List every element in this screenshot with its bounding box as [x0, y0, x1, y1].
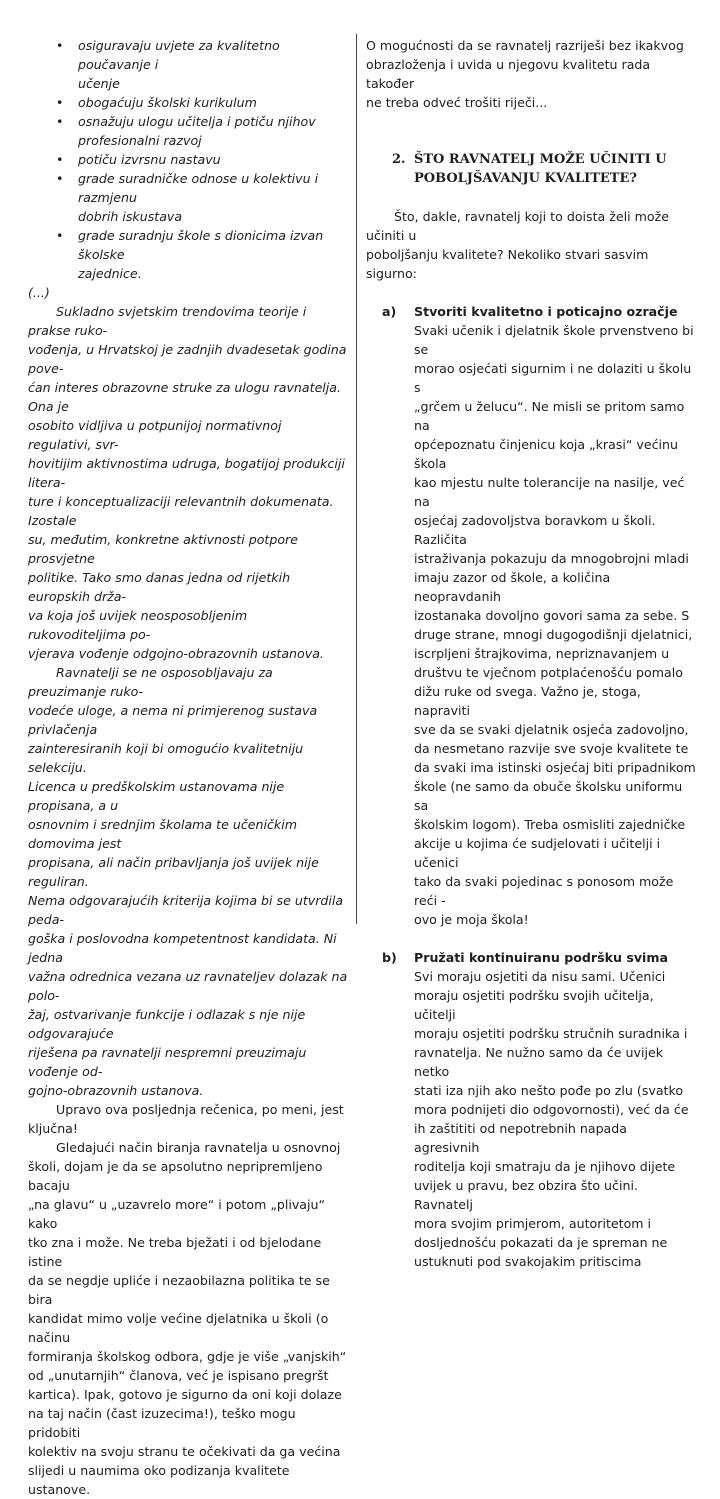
- text-line: školi, dojam je da se apsolutno nepripremljeno bacaju: [28, 1159, 323, 1193]
- text-line: na taj način (čast izuzecima!), teško mogu pridobiti: [28, 1406, 296, 1440]
- subsection-b-title: [366, 948, 696, 967]
- text-line: kartica). Ipak, gotovo je sigurno da oni koji dolaze: [28, 1387, 342, 1402]
- intro-paragraph: [366, 36, 696, 112]
- text-line: kandidat mimo volje većine djelatnika u školi (o načinu: [28, 1311, 329, 1345]
- text-line: ćan interes obrazovne struke za ulogu ravnatelja. Ona je: [28, 380, 342, 414]
- text-line: propisana, ali način pribavljanja još uvijek nije reguliran.: [28, 855, 319, 889]
- text-line: su, međutim, konkretne aktivnosti potpore prosvjetne: [28, 532, 298, 566]
- text-line: da svaki ima istinski osjećaj biti pripadnikom: [414, 760, 696, 775]
- text-line: škole (ne samo da obuče školsku uniformu sa: [414, 779, 683, 813]
- bullet-item: • obogaćuju školski kurikulum: [28, 93, 348, 112]
- bullet-item-cont: zajednice.: [78, 266, 142, 281]
- bullet-item-cont: profesionalni razvoj: [78, 133, 202, 148]
- text-line: tko zna i može. Ne treba bježati i od bjelodane istine: [28, 1235, 322, 1269]
- text-line: društvu te vječnom potplaćenošću pomalo: [414, 665, 683, 680]
- left-column: [28, 36, 348, 1499]
- subsection-a-text: [366, 321, 696, 929]
- text-line: obrazloženja i uvida u njegovu kvalitetu rada također: [366, 57, 651, 91]
- text-line: ovo je moja škola!: [414, 912, 529, 927]
- text-line: uvijek u pravu, bez obzira što učini. Ravnatelj: [414, 1178, 638, 1212]
- paragraph-3: [28, 1100, 348, 1138]
- subsection-a-title: [366, 302, 696, 321]
- text-line: druge strane, mnogi dugogodišnji djelatnici,: [414, 627, 693, 642]
- section-heading: [366, 150, 696, 188]
- text-line: goška i poslovodna kompetentnost kandidata. Ni jedna: [28, 931, 337, 965]
- text-line: vodeće uloge, a nema ni primjerenog sustava privlačenja: [28, 703, 318, 737]
- text-line: mora podnijeti dio odgovornosti), već da će: [414, 1102, 689, 1117]
- text-line: sve da se svaki djelatnik osjeća zadovoljno,: [414, 722, 689, 737]
- bullet-item-cont: učenje: [78, 76, 120, 91]
- text-line: Ravnatelji se ne osposobljavaju za preuzimanje ruko-: [28, 665, 273, 699]
- bullet-item: • osiguravaju uvjete za kvalitetno poučavanje i: [28, 36, 348, 74]
- text-line: ture i konceptualizaciji relevantnih dokumenata. Izostale: [28, 494, 334, 528]
- text-line: važna odrednica vezana uz ravnateljev dolazak na polo-: [28, 969, 348, 1003]
- bullet-item: • grade suradnju škole s dionicima izvan školske: [28, 226, 348, 264]
- text-line: Licenca u predškolskim ustanovama nije propisana, a u: [28, 779, 285, 813]
- text-line: žaj, ostvarivanje funkcije i odlazak s nje nije odgovarajuće: [28, 1007, 306, 1041]
- text-line: istraživanja pokazuju da mnogobrojni mladi: [414, 551, 689, 566]
- subsection-title: Stvoriti kvalitetno i poticajno ozračje: [414, 304, 678, 319]
- text-line: dosljednošću pokazati da je spreman ne: [414, 1235, 668, 1250]
- ellipsis-marker: (...): [28, 285, 50, 300]
- text-line: vjerava vođenje odgojno-obrazovnih ustanova.: [28, 646, 324, 661]
- text-line: imaju zazor od škole, a količina neopravdanih: [414, 570, 611, 604]
- spacer: [366, 112, 696, 150]
- text-line: ih zaštititi od nepotrebnih napada agresivnih: [414, 1121, 627, 1155]
- paragraph-4: [28, 1138, 348, 1499]
- text-line: akcije u kojima će sudjelovati i učitelji i učenici: [414, 836, 661, 870]
- text-line: stati iza njih ako nešto pođe po zlu (svatko: [414, 1083, 684, 1098]
- bullet-item: • grade suradničke odnose u kolektivu i razmjenu: [28, 169, 348, 207]
- text-line: Gledajući način biranja ravnatelja u osnovnoj: [56, 1140, 341, 1155]
- text-line: mora svojim primjerom, autoritetom i: [414, 1216, 652, 1231]
- spacer: [366, 929, 696, 948]
- italic-paragraph-2: [28, 663, 348, 1100]
- text-line: politike. Tako smo danas jedna od rijetkih europskih drža-: [28, 570, 291, 604]
- text-line: slijedi u naumima oko podizanja kvalitete ustanove.: [28, 1463, 290, 1497]
- text-line: riješena pa ravnatelji nespremni preuzimaju vođenje od-: [28, 1045, 307, 1079]
- text-line: osnovnim i srednjim školama te učeničkim domovima jest: [28, 817, 297, 851]
- text-line: od „unutarnjih“ članova, već je ispisano pregršt: [28, 1368, 329, 1383]
- text-line: ustuknuti pod svakojakim pritiscima: [414, 1254, 642, 1269]
- spacer: [366, 188, 696, 207]
- text-line: Svaki učenik i djelatnik škole prvenstveno bi se: [414, 323, 694, 357]
- text-line: dižu ruke od svega. Važno je, stoga, napraviti: [414, 684, 641, 718]
- subsection-marker: a): [382, 304, 397, 319]
- heading-line: POBOLJŠAVANJU KVALITETE?: [414, 171, 637, 186]
- text-line: osjećaj zadovoljstva boravkom u školi. Različita: [414, 513, 656, 547]
- text-line: tako da svaki pojedinac s ponosom može reći -: [414, 874, 674, 908]
- text-line: morao osjećati sigurnim i ne dolaziti u školu s: [414, 361, 692, 395]
- text-line: roditelja koji smatraju da je njihovo dijete: [414, 1159, 676, 1174]
- column-divider: [356, 34, 357, 924]
- text-line: poboljšanju kvalitete? Nekoliko stvari sasvim sigurno:: [366, 247, 649, 281]
- text-line: va koja još uvijek neosposobljenim rukovoditeljima po-: [28, 608, 248, 642]
- text-line: gojno-obrazovnih ustanova.: [28, 1083, 204, 1098]
- section-number: 2.: [392, 152, 406, 167]
- text-line: kolektiv na svoju stranu te očekivati da ga većina: [28, 1444, 341, 1459]
- text-line: kao mjestu nulte tolerancije na nasilje, već na: [414, 475, 685, 509]
- text-line: Sukladno svjetskim trendovima teorije i prakse ruko-: [28, 304, 307, 338]
- subsection-b-text: [366, 967, 696, 1271]
- subsection-marker: b): [382, 950, 397, 965]
- lead-paragraph: [366, 207, 696, 283]
- bullet-list: [28, 36, 348, 283]
- bullet-item-cont: dobrih iskustava: [78, 209, 183, 224]
- right-column: [366, 36, 696, 1271]
- heading-line: ŠTO RAVNATELJ MOŽE UČINITI U: [414, 152, 667, 167]
- text-line: ne treba odveć trošiti riječi...: [366, 95, 548, 110]
- spacer: [366, 283, 696, 302]
- text-line: ključna!: [28, 1121, 78, 1136]
- text-line: formiranja školskog odbora, gdje je više „vanjskih“: [28, 1349, 347, 1364]
- text-line: hovitijim aktivnostima udruga, bogatijoj produkciji litera-: [28, 456, 345, 490]
- text-line: Svi moraju osjetiti da nisu sami. Učenici: [414, 969, 666, 984]
- text-line: zainteresiranih koji bi omogućio kvalitetniju selekciju.: [28, 741, 304, 775]
- text-line: školskim logom). Treba osmisliti zajedničke: [414, 817, 686, 832]
- text-line: „na glavu“ u „uzavrelo more“ i potom „plivaju“ kako: [28, 1197, 326, 1231]
- bullet-item: • potiču izvrsnu nastavu: [28, 150, 348, 169]
- text-line: O mogućnosti da se ravnatelj razriješi bez ikakvog: [366, 38, 684, 53]
- italic-paragraph-1: [28, 302, 348, 663]
- text-line: Što, dakle, ravnatelj koji to doista želi može učiniti u: [366, 209, 669, 243]
- text-line: da nesmetano razvije sve svoje kvalitete te: [414, 741, 689, 756]
- bullet-item: • osnažuju ulogu učitelja i potiču njihov: [28, 112, 348, 131]
- text-line: općepoznatu činjenicu koja „krasi“ većinu škola: [414, 437, 679, 471]
- text-line: izostanaka dovoljno govori sama za sebe. S: [414, 608, 690, 623]
- text-line: vođenja, u Hrvatskoj je zadnjih dvadesetak godina pove-: [28, 342, 347, 376]
- text-line: da se negdje upliće i nezaobilazna politika te se bira: [28, 1273, 330, 1307]
- subsection-title: Pružati kontinuiranu podršku svima: [414, 950, 668, 965]
- text-line: iscrpljeni štrajkovima, nepriznavanjem u: [414, 646, 670, 661]
- text-line: ravnatelja. Ne nužno samo da će uvijek netko: [414, 1045, 664, 1079]
- text-line: Upravo ova posljednja rečenica, po meni, jest: [56, 1102, 344, 1117]
- text-line: moraju osjetiti podršku stručnih suradnika i: [414, 1026, 688, 1041]
- text-line: moraju osjetiti podršku svojih učitelja, učitelji: [414, 988, 654, 1022]
- text-line: Nema odgovarajućih kriterija kojima bi se utvrdila peda-: [28, 893, 344, 927]
- text-line: osobito vidljiva u potpunijoj normativnoj regulativi, svr-: [28, 418, 282, 452]
- text-line: „grčem u želucu“. Ne misli se pritom samo na: [414, 399, 685, 433]
